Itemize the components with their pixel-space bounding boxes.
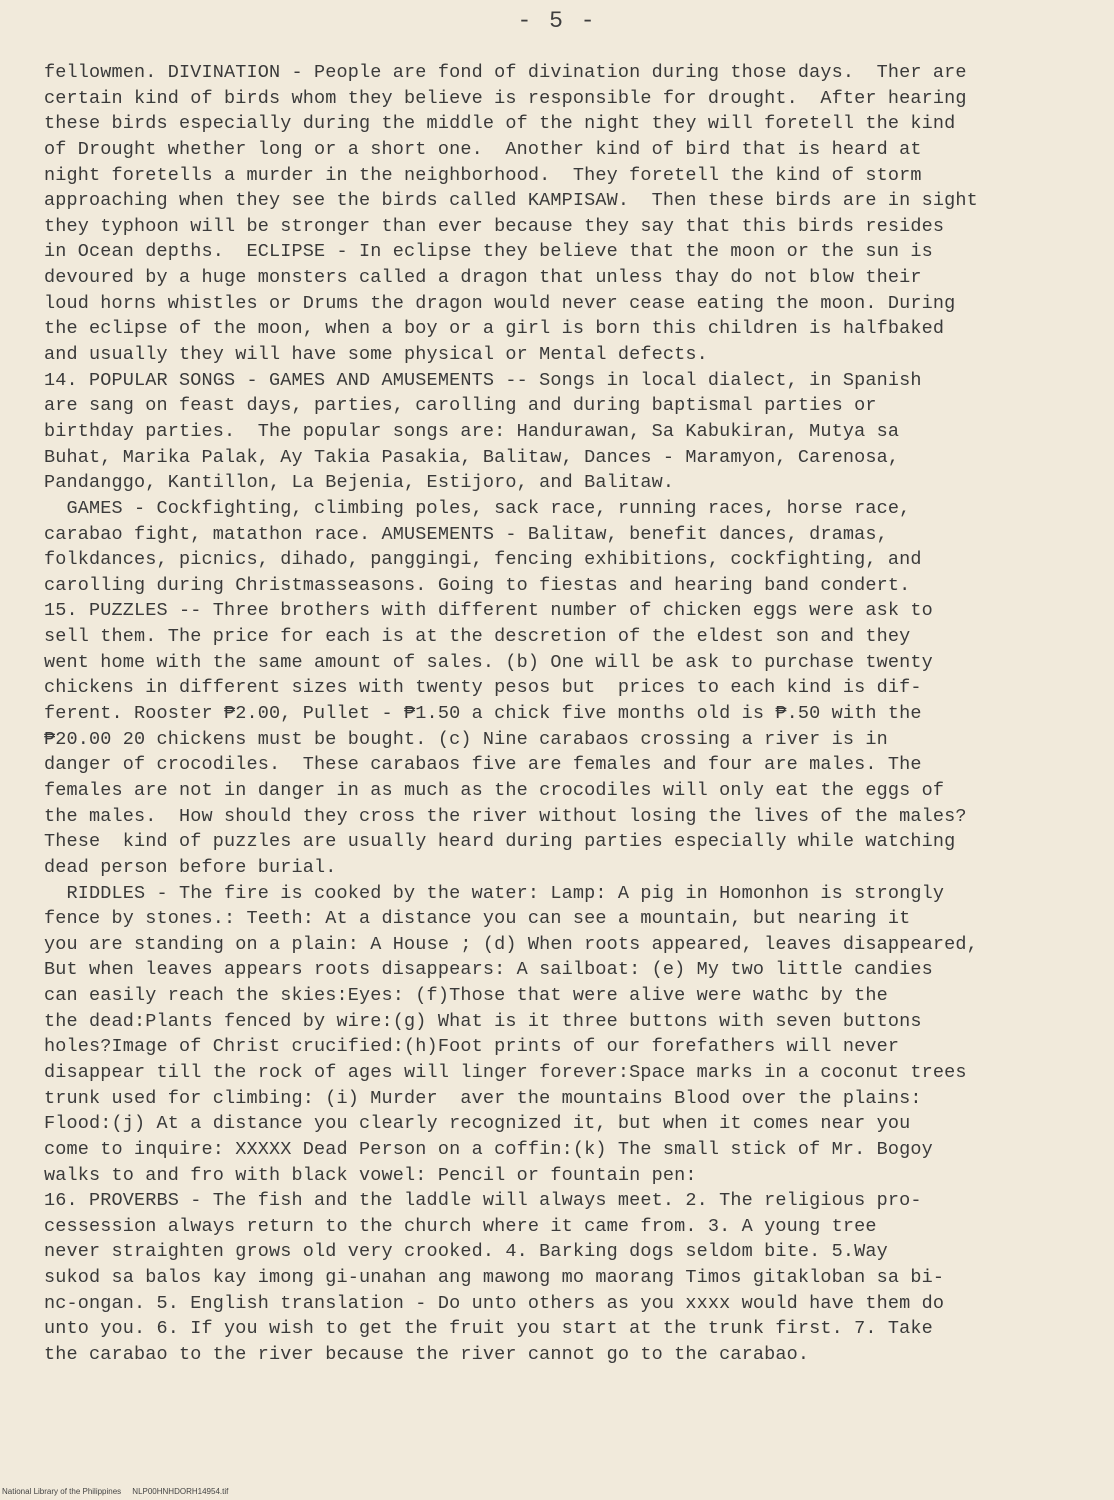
text-line: loud horns whistles or Drums the dragon would never cease eating the moon. During [44, 292, 956, 314]
text-line: the dead:Plants fenced by wire:(g) What is it three buttons with seven buttons [44, 1010, 922, 1032]
text-line: Pandanggo, Kantillon, La Bejenia, Estijoro, and Balitaw. [44, 472, 675, 494]
text-line: unto you. 6. If you wish to get the fruit you start at the trunk first. 7. Take [44, 1318, 933, 1340]
text-line: females are not in danger in as much as the crocodiles will only eat the eggs of [44, 779, 945, 801]
text-line: GAMES - Cockfighting, climbing poles, sack race, running races, horse race, [44, 497, 911, 519]
text-line: never straighten grows old very crooked. 4. Barking dogs seldom bite. 5.Way [44, 1241, 888, 1263]
text-line: ferent. Rooster ₱2.00, Pullet - ₱1.50 a chick five months old is ₱.50 with the [44, 703, 922, 725]
text-line: you are standing on a plain: A House ; (d) When roots appeared, leaves disappeared, [44, 933, 978, 955]
text-line: devoured by a huge monsters called a dragon that unless thay do not blow their [44, 267, 922, 289]
text-line: fellowmen. DIVINATION - People are fond of divination during those days. Ther are [44, 62, 967, 83]
text-line: the eclipse of the moon, when a boy or a girl is born this children is halfbaked [44, 318, 945, 340]
text-line: dead person before burial. [44, 856, 337, 878]
archive-footer: National Library of the Philippines NLP00HNHDORH14954.tif [2, 1487, 229, 1496]
text-line: holes?Image of Christ crucified:(h)Foot prints of our forefathers will never [44, 1036, 900, 1058]
text-line: Flood:(j) At a distance you clearly recognized it, but when it comes near you [44, 1113, 911, 1135]
page-number: - 5 - [517, 8, 597, 34]
text-line: ₱20.00 20 chickens must be bought. (c) Nine carabaos crossing a river is in [44, 728, 888, 750]
text-line: 16. PROVERBS - The fish and the laddle will always meet. 2. The religious pro- [44, 1190, 922, 1212]
text-line: carabao fight, matathon race. AMUSEMENTS - Balitaw, benefit dances, dramas, [44, 523, 888, 545]
text-line: 14. POPULAR SONGS - GAMES AND AMUSEMENTS -- Songs in local dialect, in Spanish [44, 369, 922, 391]
text-line: nc-ongan. 5. English translation - Do unto others as you xxxx would have them do [44, 1292, 945, 1314]
text-line: These kind of puzzles are usually heard during parties especially while watching [44, 831, 956, 853]
text-line: chickens in different sizes with twenty pesos but prices to each kind is dif- [44, 677, 922, 699]
text-line: the carabao to the river because the river cannot go to the carabao. [44, 1344, 810, 1366]
text-line: trunk used for climbing: (i) Murder aver the mountains Blood over the plains: [44, 1087, 922, 1109]
text-line: and usually they will have some physical or Mental defects. [44, 344, 708, 366]
text-line: the males. How should they cross the river without losing the lives of the males? [44, 805, 967, 827]
text-line: 15. PUZZLES -- Three brothers with different number of chicken eggs were ask to [44, 600, 933, 622]
text-line: disappear till the rock of ages will linger forever:Space marks in a coconut trees [44, 1061, 967, 1083]
text-line: But when leaves appears roots disappears: A sailboat: (e) My two little candies [44, 959, 933, 981]
text-line: certain kind of birds whom they believe is responsible for drought. After hearing [44, 87, 967, 109]
text-line: these birds especially during the middle of the night they will foretell the kind [44, 113, 956, 135]
text-line: walks to and fro with black vowel: Pencil or fountain pen: [44, 1164, 697, 1186]
text-line: Buhat, Marika Palak, Ay Takia Pasakia, Balitaw, Dances - Maramyon, Carenosa, [44, 446, 900, 468]
text-line: sukod sa balos kay imong gi-unahan ang mawong mo maorang Timos gitakloban sa bi- [44, 1267, 945, 1289]
text-line: cessession always return to the church where it came from. 3. A young tree [44, 1215, 877, 1237]
text-line: went home with the same amount of sales. (b) One will be ask to purchase twenty [44, 651, 933, 673]
text-line: are sang on feast days, parties, carolling and during baptismal parties or [44, 395, 877, 417]
typewritten-body [44, 60, 1104, 1368]
text-line: RIDDLES - The fire is cooked by the water: Lamp: A pig in Homonhon is strongly [44, 882, 945, 904]
text-line: birthday parties. The popular songs are: Handurawan, Sa Kabukiran, Mutya sa [44, 420, 900, 442]
text-line: danger of crocodiles. These carabaos five are females and four are males. The [44, 754, 922, 776]
text-line: of Drought whether long or a short one. Another kind of bird that is heard at [44, 138, 922, 160]
text-line: they typhoon will be stronger than ever because they say that this birds resides [44, 215, 945, 237]
text-line: folkdances, picnics, dihado, panggingi, fencing exhibitions, cockfighting, and [44, 549, 922, 571]
text-line: sell them. The price for each is at the descretion of the eldest son and they [44, 626, 911, 648]
text-line: fence by stones.: Teeth: At a distance you can see a mountain, but nearing it [44, 908, 911, 930]
text-line: in Ocean depths. ECLIPSE - In eclipse they believe that the moon or the sun is [44, 241, 933, 263]
text-line: approaching when they see the birds called KAMPISAW. Then these birds are in sight [44, 190, 978, 212]
text-line: come to inquire: XXXXX Dead Person on a coffin:(k) The small stick of Mr. Bogoy [44, 1138, 933, 1160]
text-line: carolling during Christmasseasons. Going to fiestas and hearing band condert. [44, 574, 911, 596]
text-line: can easily reach the skies:Eyes: (f)Those that were alive were wathc by the [44, 985, 888, 1007]
text-line: night foretells a murder in the neighborhood. They foretell the kind of storm [44, 164, 922, 186]
